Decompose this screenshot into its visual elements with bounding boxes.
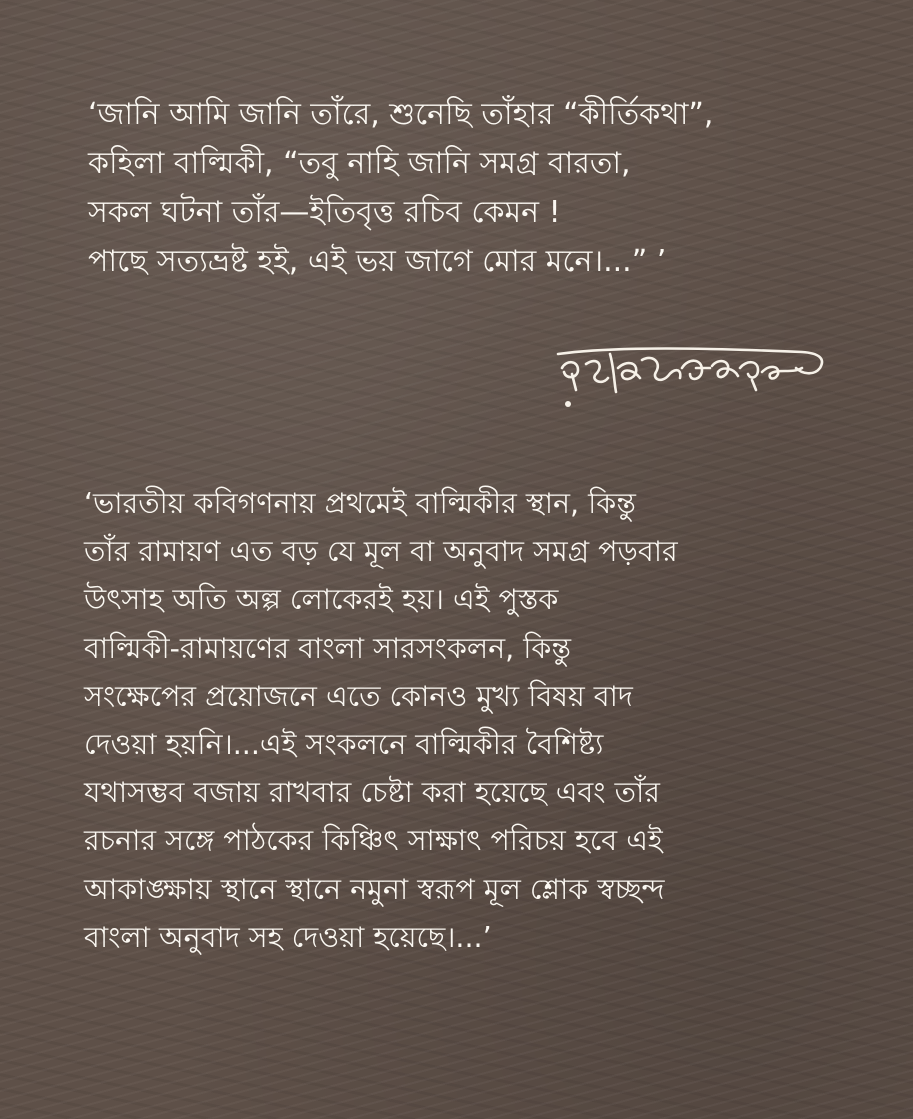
description-line: সংক্ষেপের প্রয়োজনে এতে কোনও মুখ্য বিষয় বাদ: [84, 679, 633, 713]
description-line: রচনার সঙ্গে পাঠকের কিঞ্চিৎ সাক্ষাৎ পরিচয় হবে এই: [84, 824, 663, 858]
signature-icon: [556, 338, 831, 418]
poem-line: কহিলা বাল্মিকী, “তবু নাহি জানি সমগ্র বারতা,: [88, 146, 631, 181]
description-line: তাঁর রামায়ণ এত বড় যে মূল বা অনুবাদ সমগ্র পড়বার: [84, 535, 678, 569]
description-line: বাংলা অনুবাদ সহ দেওয়া হয়েছে।...’: [84, 920, 492, 954]
author-signature: [556, 338, 831, 418]
poem-quote: [88, 90, 888, 286]
poem-line: সকল ঘটনা তাঁর—ইতিবৃত্ত রচিব কেমন !: [88, 195, 561, 230]
description-line: আকাঙ্ক্ষায় স্থানে স্থানে নমুনা স্বরূপ মূল শ্লোক স্বচ্ছন্দ: [84, 872, 665, 906]
poem-line: ‘জানি আমি জানি তাঁরে, শুনেছি তাঁহার “কীর্তিকথা”,: [88, 97, 714, 132]
description-line: বাল্মিকী-রামায়ণের বাংলা সারসংকলন, কিন্তু: [84, 631, 571, 665]
description-line: যথাসম্ভব বজায় রাখবার চেষ্টা করা হয়েছে এবং তাঁর: [84, 776, 660, 810]
description-line: ‘ভারতীয় কবিগণনায় প্রথমেই বাল্মিকীর স্থান, কিন্তু: [84, 487, 636, 520]
description-line: দেওয়া হয়নি।...এই সংকলনে বাল্মিকীর বৈশিষ্ট্য: [84, 728, 604, 762]
poem-line: পাছে সত্যভ্রষ্ট হই, এই ভয় জাগে মোর মনে।...” ’: [88, 244, 667, 279]
book-description: [84, 480, 896, 962]
description-line: উৎসাহ অতি অল্প লোকেরই হয়। এই পুস্তক: [84, 583, 559, 617]
